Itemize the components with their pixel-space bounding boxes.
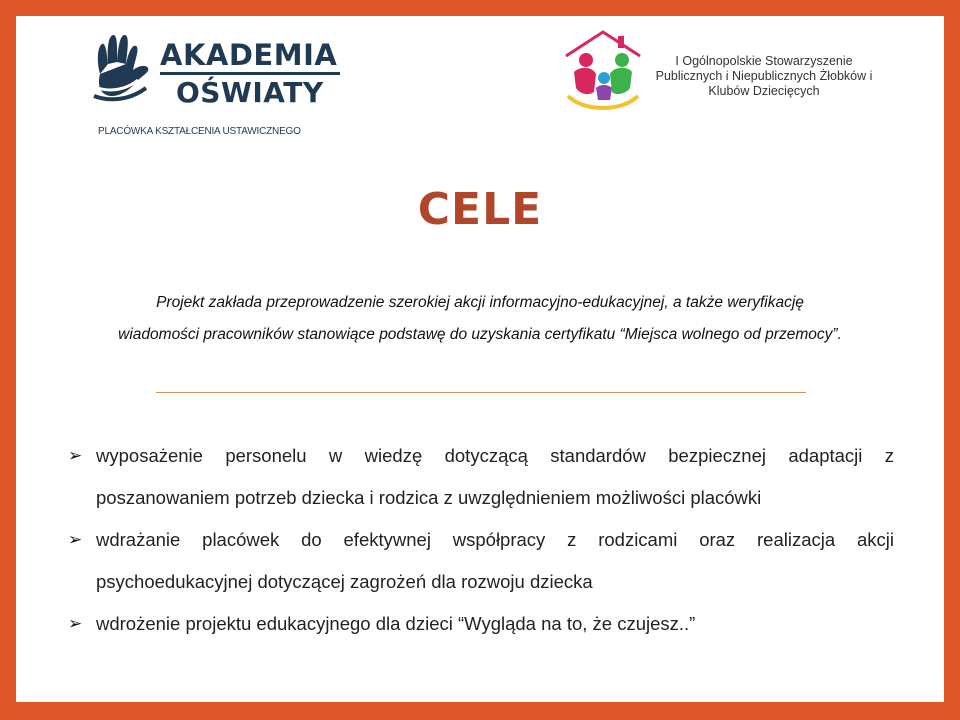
intro-line-1: Projekt zakłada przeprowadzenie szerokiej akcji informacyjno-edukacyjnej, a także weryfikację [156,294,804,311]
list-item [68,519,894,603]
slide [16,16,944,702]
association-logo [560,26,890,126]
list-item-text: wyposażenie personelu w wiedzę dotyczącą standardów bezpiecznej adaptacji z poszanowaniem potrzeb dziecka i rodzica z uwzględnieniem możliwości placówki [96,445,894,508]
arrow-bullet-icon: ➢ [68,446,83,465]
slide-title: CELE [417,184,543,235]
arrow-bullet-icon: ➢ [68,530,83,549]
association-name: I Ogólnopolskie Stowarzyszenie Publicznych i Niepublicznych Żłobków i Klubów Dziecięcych [655,54,873,98]
brand-name-line2: OŚWIATY [176,76,324,109]
hand-icon [90,30,156,104]
family-house-icon [560,26,646,116]
list-item-text: wdrażanie placówek do efektywnej współpracy z rodzicami oraz realizacja akcji psychoedukacyjnej dotyczącej zagrożeń dla rozwoju dziecka [96,529,894,592]
divider [156,392,806,393]
brand-rule [160,72,340,75]
intro-paragraph [22,287,938,351]
list-item [68,435,894,519]
list-item-text: wdrożenie projektu edukacyjnego dla dzieci “Wygląda na to, że czujesz..” [96,613,696,634]
goals-list [68,435,894,645]
brand-name-line1: AKADEMIA [160,38,338,72]
intro-line-2: wiadomości pracowników stanowiące podstawę do uzyskania certyfikatu “Miejsca wolnego od przemocy”. [118,326,842,343]
list-item [68,603,894,645]
arrow-bullet-icon: ➢ [68,614,83,633]
brand-tagline: PLACÓWKA KSZTAŁCENIA USTAWICZNEGO [98,126,301,137]
akademia-oswiaty-logo [90,30,350,142]
